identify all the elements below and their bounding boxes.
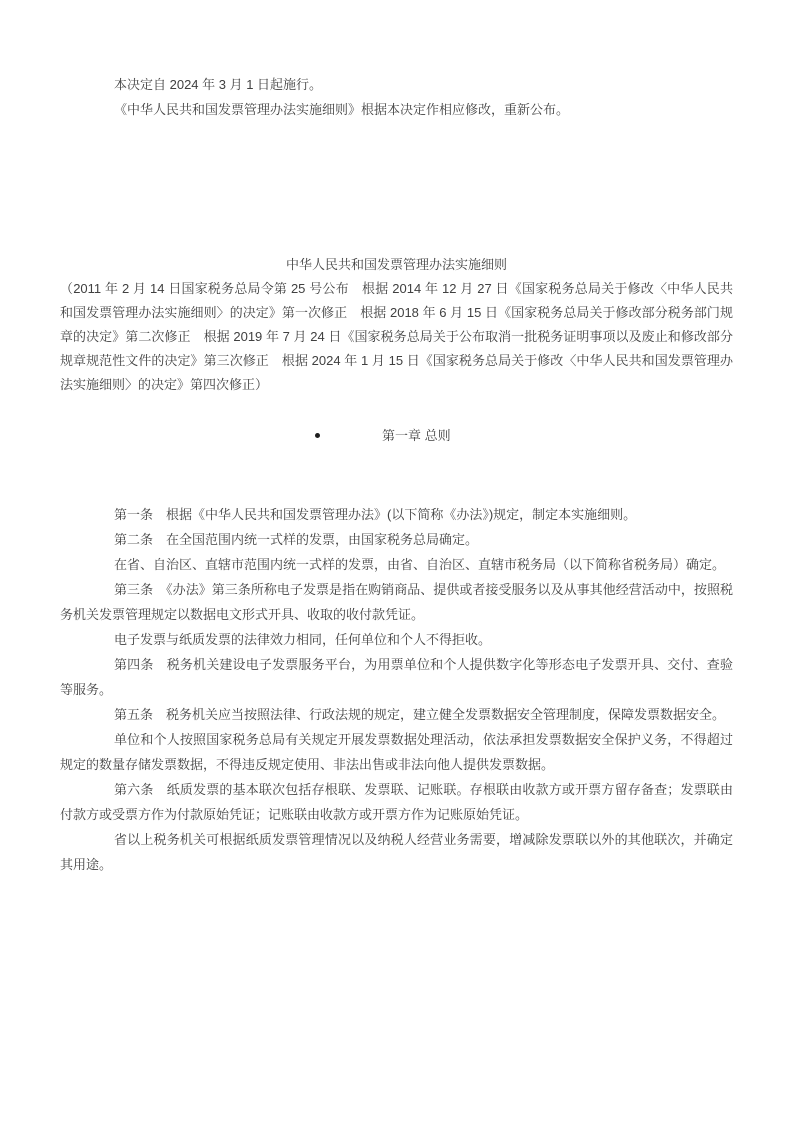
preamble-paragraph: 《中华人民共和国发票管理办法实施细则》根据本决定作相应修改，重新公布。 (114, 102, 570, 117)
article-paragraph: 第五条 税务机关应当按照法律、行政法规的规定，建立健全发票数据安全管理制度，保障发票数据安全。 (114, 707, 726, 722)
chapter-heading-item (60, 423, 733, 448)
article-paragraph: 第三条 《办法》第三条所称电子发票是指在购销商品、提供或者接受服务以及从事其他经营活动中，按照税务机关发票管理规定以数据电文形式开具、收取的收付款凭证。 (60, 582, 733, 622)
article-paragraph: 在省、自治区、直辖市范围内统一式样的发票，由省、自治区、直辖市税务局（以下简称省税务局）确定。 (114, 557, 726, 572)
document-title: 中华人民共和国发票管理办法实施细则 (285, 257, 507, 272)
article-paragraph: 电子发票与纸质发票的法律效力相同，任何单位和个人不得拒收。 (114, 632, 492, 647)
article-paragraph: 单位和个人按照国家税务总局有关规定开展发票数据处理活动，依法承担发票数据安全保护义务，不得超过规定的数量存储发票数据，不得违反规定使用、非法出售或非法向他人提供发票数据。 (60, 732, 733, 772)
article-paragraph: 第六条 纸质发票的基本联次包括存根联、发票联、记账联。存根联由收款方或开票方留存备查；发票联由付款方或受票方作为付款原始凭证；记账联由收款方或开票方作为记账原始凭证。 (60, 782, 733, 822)
article-paragraph: 第四条 税务机关建设电子发票服务平台，为用票单位和个人提供数字化等形态电子发票开具、交付、查验等服务。 (60, 657, 733, 697)
preamble-paragraph: 本决定自 2024 年 3 月 1 日起施行。 (114, 77, 323, 92)
bullet-icon (315, 433, 320, 438)
article-paragraph: 省以上税务机关可根据纸质发票管理情况以及纳税人经营业务需要，增减除发票联以外的其他联次，并确定其用途。 (60, 832, 733, 872)
article-paragraph: 第二条 在全国范围内统一式样的发票，由国家税务总局确定。 (114, 532, 479, 547)
article-paragraph: 第一条 根据《中华人民共和国发票管理办法》(以下简称《办法》)规定，制定本实施细则。 (114, 507, 637, 522)
chapter-heading: 第一章 总则 (382, 428, 451, 443)
revision-note: （2011 年 2 月 14 日国家税务总局令第 25 号公布 根据 2014 年 12 月 27 日《国家税务总局关于修改〈中华人民共和国发票管理办法实施细则〉的决定》第一次修正 根据 2018 年 6 月 15 日《国家税务总局关于修改部分税务部门规章的决定》第二次修正 根据 2019 年 7 月 24 日《国家税务总局关于公布取消一批税务证明事项以及废止和修改部分规章规范性文件的决定》第三次修正 根据 2024 年 1 月 15 日《国家税务总局关于修改〈中华人民共和国发票管理办法实施细则〉的决定》第四次修正） (60, 281, 733, 392)
